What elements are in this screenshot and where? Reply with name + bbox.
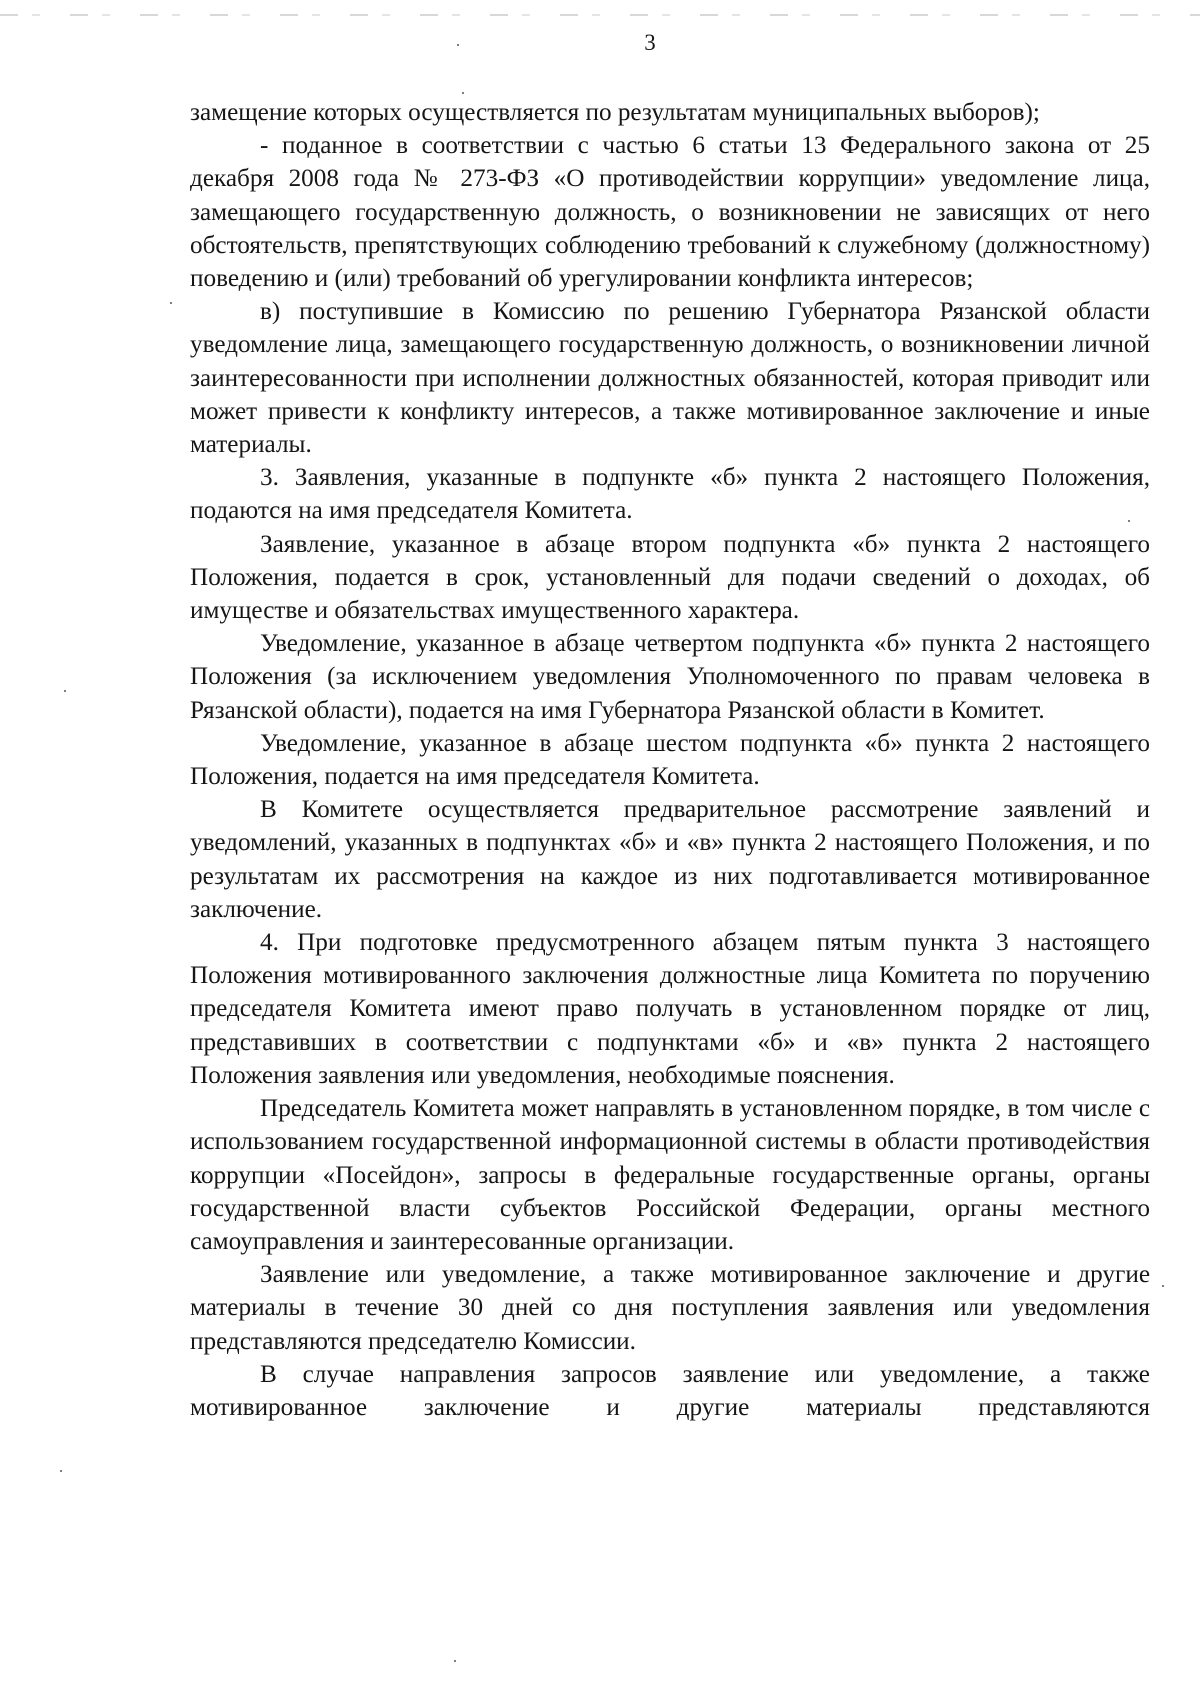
paragraph-subitem-v: в) поступившие в Комиссию по решению Губернатора Рязанской области уведомление лица, замещающего государственную должность, о возникновении личной заинтересованности при исполнении должностных обязанностей, которая приводит или может привести к конфликту интересов, а также мотивированное заключение и иные материалы. <box>190 298 1150 459</box>
paragraph-continuation: замещение которых осуществляется по результатам муниципальных выборов); <box>190 99 1040 126</box>
document-body <box>190 96 1150 1424</box>
paragraph-clause-4: 4. При подготовке предусмотренного абзацем пятым пункта 3 настоящего Положения мотивированного заключения должностные лица Комитета по поручению председателя Комитета имеют право получать в установленном порядке от лиц, представивших в соответствии с подпунктами «б» и «в» пункта 2 настоящего Положения заявления или уведомления, необходимые пояснения. <box>190 929 1150 1089</box>
scan-speck <box>60 1470 62 1472</box>
page-number: 3 <box>644 30 656 55</box>
scan-speck <box>454 1660 456 1662</box>
paragraph-notification-item: - поданное в соответствии с частью 6 статьи 13 Федерального закона от 25 декабря 2008 года № 273-ФЗ «О противодействии коррупции» уведомление лица, замещающего государственную должность, о возникновении не зависящих от него обстоятельств, препятствующих соблюдению требований к служебному (должностному) поведению и (или) требований об урегулировании конфликта интересов; <box>190 132 1150 293</box>
paragraph: Уведомление, указанное в абзаце шестом подпункта «б» пункта 2 настоящего Положения, подается на имя председателя Комитета. <box>190 729 1150 791</box>
paragraph-final-continues: В случае направления запросов заявление или уведомление, а также мотивированное заключение и другие материалы представляются <box>190 1360 1150 1421</box>
paragraph-clause-3: 3. Заявления, указанные в подпункте «б» пункта 2 настоящего Положения, подаются на имя председателя Комитета. <box>190 464 1150 525</box>
paragraph: Уведомление, указанное в абзаце четвертом подпункта «б» пункта 2 настоящего Положения (за исключением уведомления Уполномоченного по правам человека в Рязанской области), подается на имя Губернатора Рязанской области в Комитет. <box>190 630 1150 724</box>
scan-speck <box>64 690 66 692</box>
paragraph: Заявление или уведомление, а также мотивированное заключение и другие материалы в течение 30 дней со дня поступления заявления или уведомления представляются председателю Комиссии. <box>190 1261 1150 1355</box>
scan-edge-artifact <box>0 14 1200 16</box>
scan-speck <box>170 302 172 304</box>
scan-speck <box>1162 1285 1164 1287</box>
scan-speck <box>1128 520 1130 522</box>
paragraph: В Комитете осуществляется предварительное рассмотрение заявлений и уведомлений, указанных в подпунктах «б» и «в» пункта 2 настоящего Положения, и по результатам их рассмотрения на каждое из них подготавливается мотивированное заключение. <box>190 796 1150 923</box>
paragraph: Председатель Комитета может направлять в установленном порядке, в том числе с использованием государственной информационной системы в области противодействия коррупции «Посейдон», запросы в федеральные государственные органы, органы государственной власти субъектов Российской Федерации, органы местного самоуправления и заинтересованные организации. <box>190 1095 1150 1255</box>
scan-speck <box>457 44 459 46</box>
paragraph: Заявление, указанное в абзаце втором подпункта «б» пункта 2 настоящего Положения, подается в срок, установленный для подачи сведений о доходах, об имуществе и обязательствах имущественного характера. <box>190 530 1150 625</box>
scan-speck <box>462 92 464 94</box>
